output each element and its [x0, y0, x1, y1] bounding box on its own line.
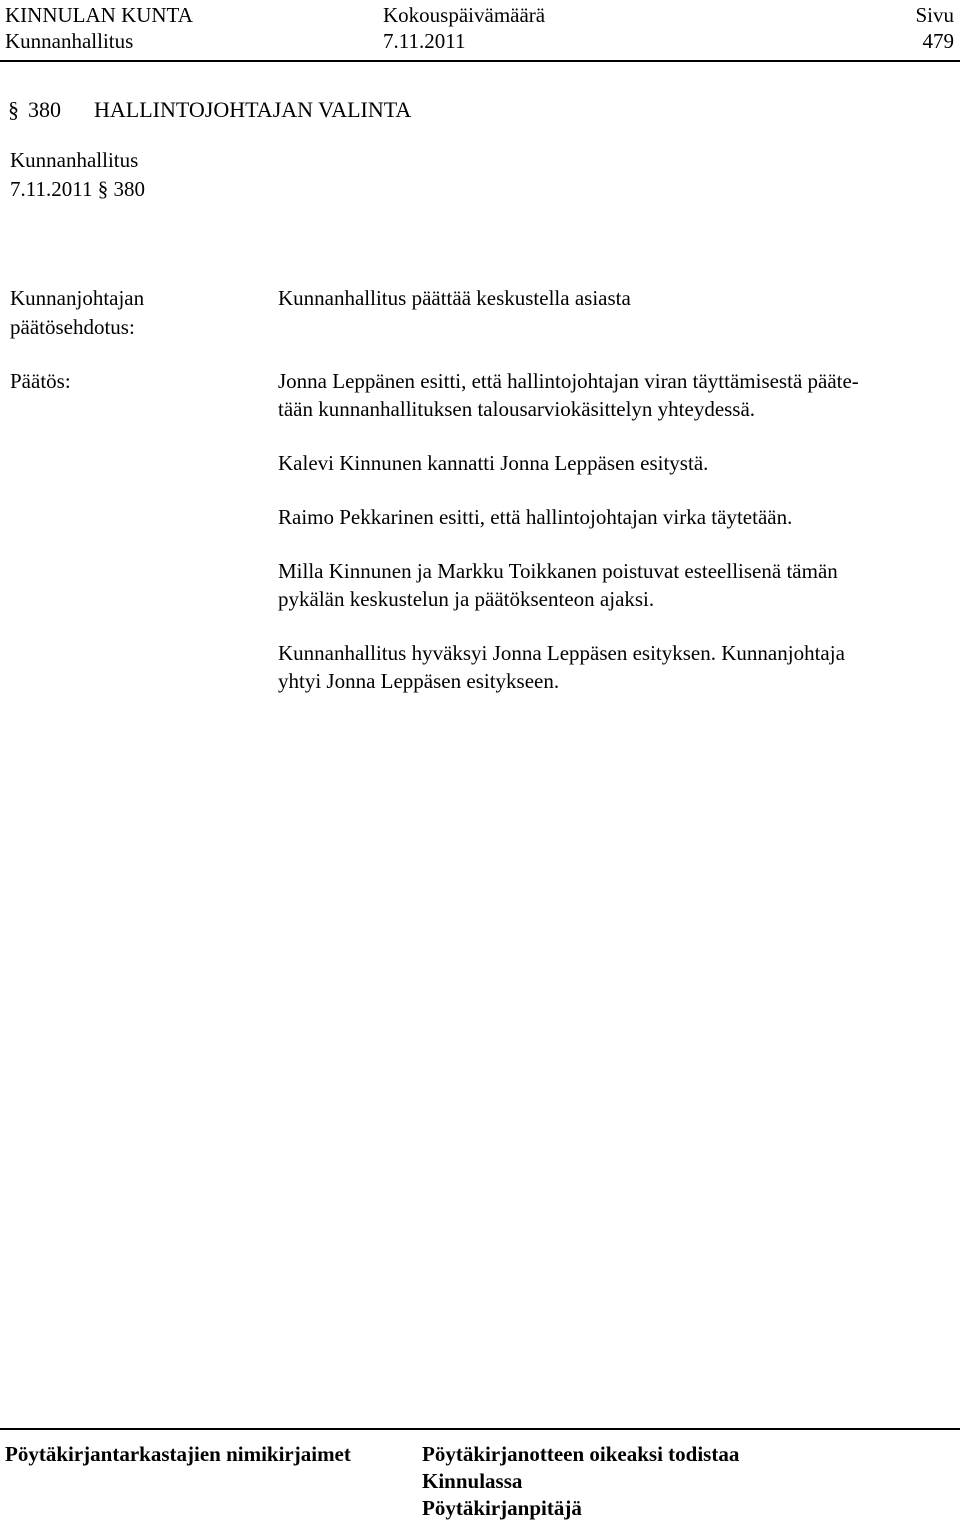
footer-secretary: Pöytäkirjanpitäjä: [422, 1496, 582, 1520]
decision-paragraph-5-line1: Kunnanhallitus hyväksyi Jonna Leppäsen esityksen. Kunnanjohtaja: [278, 641, 845, 665]
body-name: Kunnanhallitus: [5, 29, 134, 53]
footer-rule: [0, 1428, 960, 1430]
header-rule: [0, 60, 960, 62]
decision-paragraph-2: Kalevi Kinnunen kannatti Jonna Leppäsen esitystä.: [278, 451, 709, 475]
reference-sign: §: [97, 177, 109, 201]
decision-paragraph-4-line1: Milla Kinnunen ja Markku Toikkanen poistuvat esteellisenä tämän: [278, 559, 838, 583]
proposal-label-line1: Kunnanjohtajan: [10, 286, 145, 310]
section-title: HALLINTOJOHTAJAN VALINTA: [94, 97, 412, 122]
decision-paragraph-4-line2: pykälän keskustelun ja päätöksenteon ajaksi.: [278, 587, 655, 611]
page-label: Sivu: [915, 3, 954, 27]
section-number: 380: [28, 97, 61, 122]
decision-label: Päätös:: [10, 369, 71, 393]
org-name: KINNULAN KUNTA: [5, 3, 193, 27]
reference-date: 7.11.2011: [10, 177, 93, 201]
proposal-label-line2: päätösehdotus:: [10, 315, 135, 339]
footer-certification: Pöytäkirjanotteen oikeaksi todistaa: [422, 1442, 740, 1466]
decision-paragraph-1-line1: Jonna Leppänen esitti, että hallintojohtajan viran täyttämisestä pääte-: [278, 369, 859, 393]
decision-paragraph-5-line2: yhtyi Jonna Leppäsen esitykseen.: [278, 669, 560, 693]
reference-body: Kunnanhallitus: [10, 148, 139, 172]
date-label: Kokouspäivämäärä: [383, 3, 546, 27]
reference-number: 380: [113, 177, 145, 201]
decision-paragraph-3: Raimo Pekkarinen esitti, että hallintojohtajan virka täytetään.: [278, 505, 793, 529]
footer-inspectors-initials: Pöytäkirjantarkastajien nimikirjaimet: [5, 1442, 351, 1466]
proposal-text: Kunnanhallitus päättää keskustella asiasta: [278, 286, 631, 310]
reference-date-line: [10, 175, 145, 204]
decision-paragraph-1-line2: tään kunnanhallituksen talousarviokäsittelyn yhteydessä.: [278, 397, 756, 421]
section-sign: §: [8, 97, 19, 122]
page-number: 479: [922, 29, 954, 53]
footer-place: Kinnulassa: [422, 1469, 523, 1493]
meeting-date: 7.11.2011: [383, 29, 466, 53]
